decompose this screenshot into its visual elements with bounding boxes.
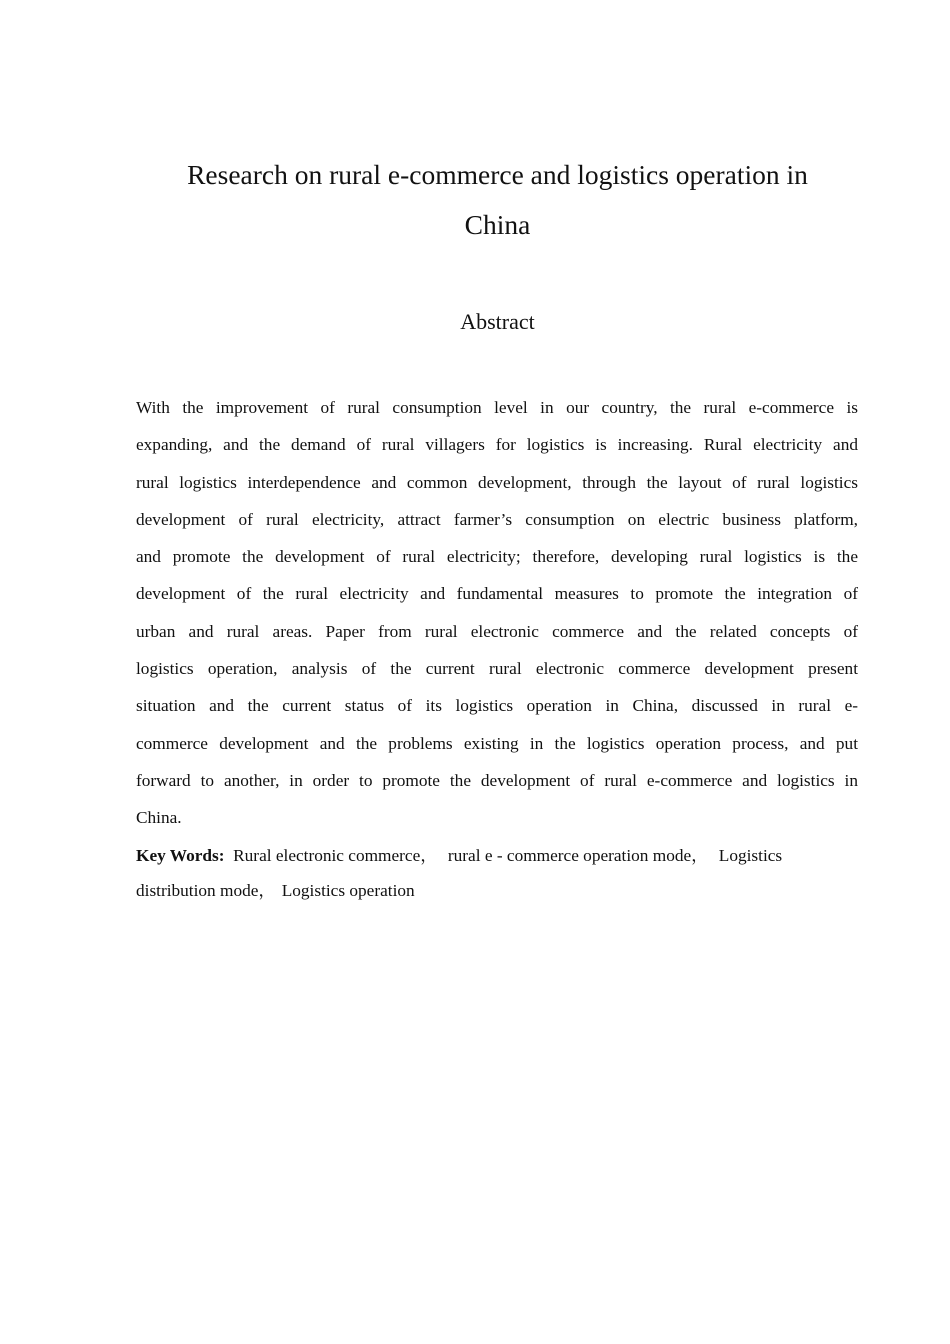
abstract-line: situation and the current status of its logistics operation in China, discussed in rural e- (136, 696, 858, 716)
abstract-line: development of rural electricity, attract farmer’s consumption on electric business platform, (136, 509, 858, 529)
keywords-label: Key Words: (136, 846, 225, 865)
abstract-line: expanding, and the demand of rural villagers for logistics is increasing. Rural electricity and (136, 435, 858, 455)
abstract-line: development of the rural electricity and fundamental measures to promote the integration of (136, 584, 858, 604)
abstract-line: urban and rural areas. Paper from rural electronic commerce and the related concepts of (136, 621, 858, 641)
paper-title-line-1: Research on rural e-commerce and logistics operation in (187, 159, 808, 190)
keywords-section (136, 838, 858, 908)
keyword-item: Logistics operation (281, 881, 415, 900)
keyword-separator: ， (258, 881, 276, 900)
keyword-item: rural e - commerce operation mode (447, 846, 692, 865)
abstract-line: With the improvement of rural consumption level in our country, the rural e-commerce is (136, 398, 858, 417)
abstract-heading: Abstract (460, 309, 535, 334)
keyword-separator: ， (691, 846, 709, 865)
paper-title-line-2: China (464, 209, 531, 240)
keyword-separator: ， (420, 846, 438, 865)
keyword-item: Rural electronic commerce (233, 846, 421, 865)
abstract-line: China. (136, 808, 182, 828)
abstract-line: forward to another, in order to promote the development of rural e-commerce and logistics in (136, 770, 858, 790)
abstract-body (136, 389, 858, 837)
paper-title (100, 150, 895, 250)
abstract-line: commerce development and the problems existing in the logistics operation process, and put (136, 733, 858, 753)
abstract-line: and promote the development of rural electricity; therefore, developing rural logistics is the (136, 547, 858, 567)
keyword-item: Logistics distribution mode (136, 846, 783, 900)
abstract-line: rural logistics interdependence and common development, through the layout of rural logistics (136, 472, 858, 492)
abstract-line: logistics operation, analysis of the current rural electronic commerce development present (136, 659, 858, 679)
